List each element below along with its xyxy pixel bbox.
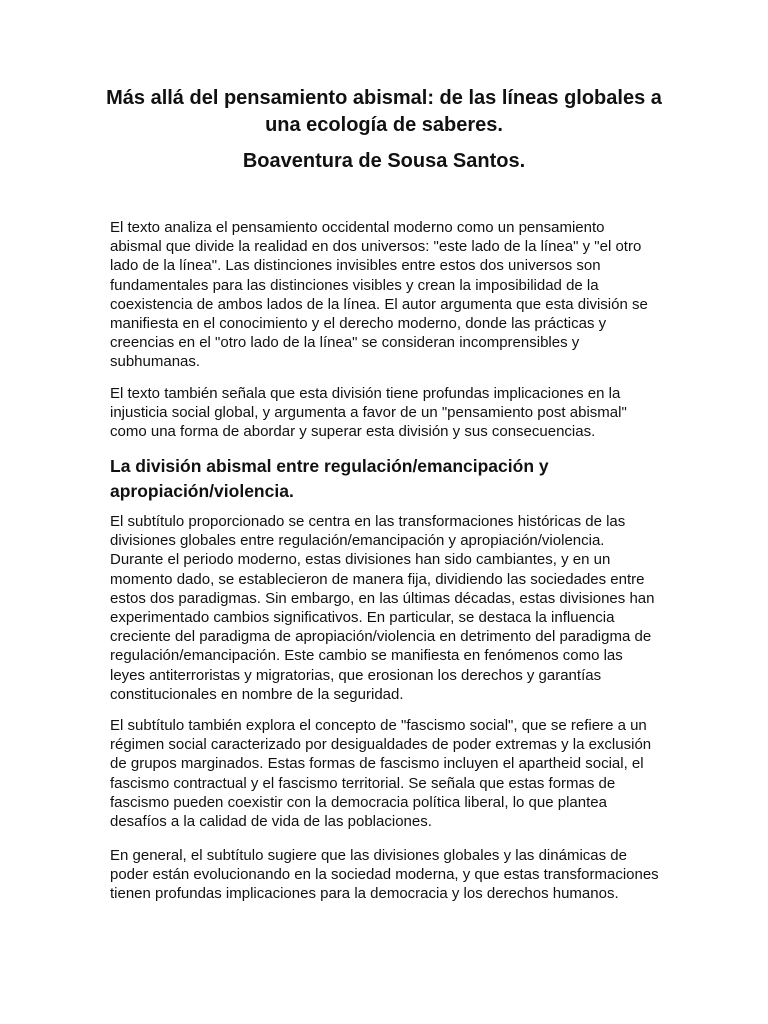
section-paragraph: El subtítulo también explora el concepto de "fascismo social", que se refiere a un régimen social caracterizado por desigualdades de poder extremas y la exclusión de grupos marginados. Estas formas de fascismo incluyen el apartheid social, el fascismo contractual y el fascismo territorial. Se señala que estas formas de fascismo pueden coexistir con la democracia política liberal, lo que plantea desafíos a la calidad de vida de las poblaciones.	[110, 717, 652, 831]
section-paragraph: El subtítulo proporcionado se centra en las transformaciones históricas de las divisiones globales entre regulación/emancipación y apropiación/violencia. Durante el periodo moderno, estas divisiones han sido cambiantes, y en un momento dado, se establecieron de manera fija, dividiendo las sociedades entre estos dos paradigmas. Sin embargo, en las últimas décadas, estas divisiones han experimentado cambios significativos. En particular, se destaca la influencia creciente del paradigma de apropiación/violencia en detrimento del paradigma de regulación/emancipación. Este cambio se manifiesta en fenómenos como las leyes antiterroristas y migratorias, que erosionan los derechos y garantías constitucionales en nombre de la seguridad.	[110, 513, 655, 703]
intro-paragraph: El texto analiza el pensamiento occidental moderno como un pensamiento abismal que divide la realidad en dos universos: "este lado de la línea" y "el otro lado de la línea". Las distinciones invisibles entre estos dos universos son fundamentales para las distinciones visibles y crean la imposibilidad de la coexistencia de ambos lados de la línea. El autor argumenta que esta división se manifiesta en el conocimiento y el derecho moderno, donde las prácticas y creencias en el "otro lado de la línea" se consideran incomprensibles y subhumanas.	[110, 219, 648, 371]
document-author: Boaventura de Sousa Santos.	[242, 150, 526, 172]
intro-paragraph: El texto también señala que esta división tiene profundas implicaciones en la injusticia social global, y argumenta a favor de un "pensamiento post abismal" como una forma de abordar y superar esta división y sus consecuencias.	[110, 385, 627, 441]
section-paragraph: En general, el subtítulo sugiere que las divisiones globales y las dinámicas de poder están evolucionando en la sociedad moderna, y que estas transformaciones tienen profundas implicaciones para la democracia y los derechos humanos.	[110, 847, 659, 903]
document-title: Más allá del pensamiento abismal: de las líneas globales a una ecología de saberes.	[106, 87, 662, 136]
section-heading: La división abismal entre regulación/emancipación y apropiación/violencia.	[110, 456, 549, 501]
